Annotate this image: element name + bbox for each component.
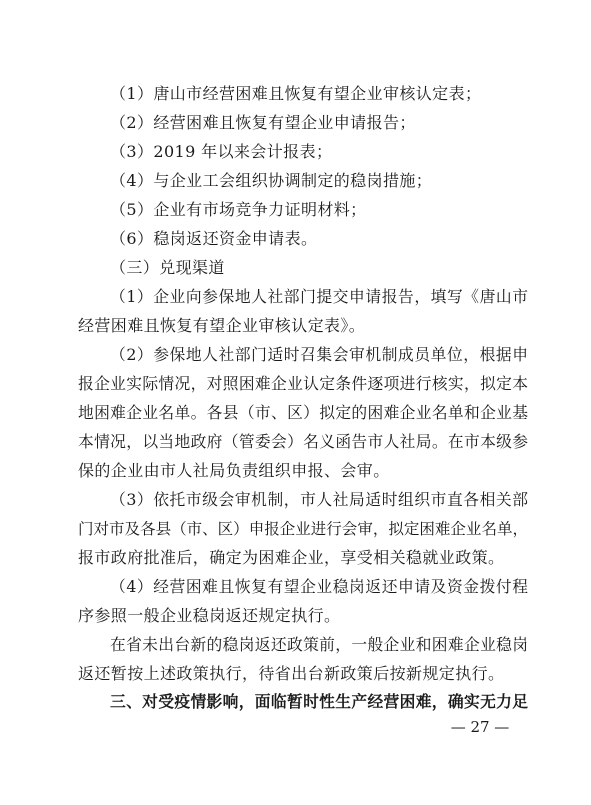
list-item-3: （3）2019 年以来会计报表； (110, 142, 333, 161)
paragraph-3-line-2: 门对市及各县（市、区）申报企业进行会审，拟定困难企业名单， (78, 520, 528, 538)
paragraph-3-line-1: （3）依托市级会审机制，市人社局适时组织市直各相关部 (110, 490, 528, 509)
paragraph-2-line-5: 保的企业由市人社局负责组织申报、会审。 (78, 461, 390, 480)
section-heading-three: 三、对受疫情影响，面临暂时性生产经营困难，确实无力足 (110, 692, 528, 711)
list-item-2: （2）经营困难且恢复有望企业申请报告； (110, 113, 416, 132)
paragraph-2-line-3: 地困难企业名单。各县（市、区）拟定的困难企业名单和企业基 (78, 403, 528, 422)
paragraph-5-line-1: 在省未出台新的稳岗返还政策前，一般企业和困难企业稳岗 (110, 635, 528, 654)
paragraph-4-line-2: 序参照一般企业稳岗返还规定执行。 (78, 606, 341, 625)
paragraph-1-line-2: 经营困难且恢复有望企业审核认定表》。 (78, 316, 366, 335)
paragraph-2-line-2: 报企业实际情况，对照困难企业认定条件逐项进行核实，拟定本 (78, 374, 528, 393)
paragraph-2-line-1: （2）参保地人社部门适时召集会审机制成员单位，根据申 (110, 345, 528, 364)
paragraph-3-line-3: 报市政府批准后，确定为困难企业，享受相关稳就业政策。 (78, 548, 505, 567)
paragraph-5-line-2: 返还暂按上述政策执行，待省出台新政策后按新规定执行。 (78, 664, 505, 683)
page-number: — 27 — (450, 718, 510, 736)
list-item-4: （4）与企业工会组织协调制定的稳岗措施； (110, 171, 433, 190)
list-item-5: （5）企业有市场竞争力证明材料； (110, 200, 367, 219)
list-item-1: （1）唐山市经营困难且恢复有望企业审核认定表； (110, 84, 482, 103)
paragraph-2-line-4: 本情况，以当地政府（管委会）名义函告市人社局。在市本级参 (78, 432, 528, 451)
section-heading-redemption-channel: （三）兑现渠道 (110, 258, 225, 277)
paragraph-4-line-1: （4）经营困难且恢复有望企业稳岗返还申请及资金拨付程 (110, 577, 528, 596)
paragraph-1-line-1: （1）企业向参保地人社部门提交申请报告，填写《唐山市 (110, 287, 528, 306)
list-item-6: （6）稳岗返还资金申请表。 (110, 229, 318, 248)
